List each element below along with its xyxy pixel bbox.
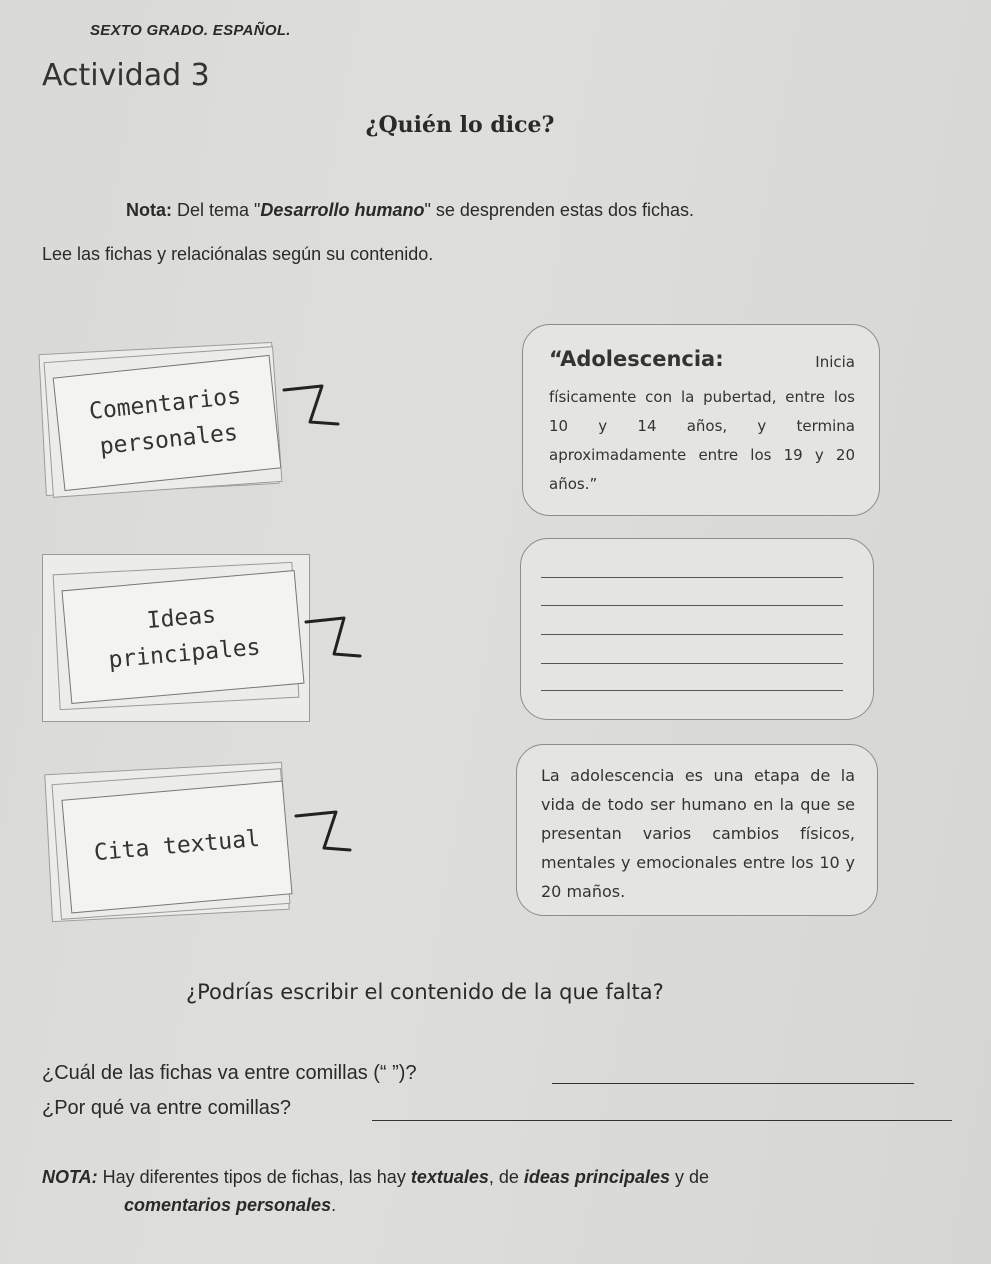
blank-line[interactable] bbox=[541, 634, 843, 635]
card-cita-textual bbox=[40, 764, 296, 924]
quote-box bbox=[522, 324, 880, 516]
quote-heading: “Adolescencia: bbox=[549, 347, 724, 371]
topic-note bbox=[126, 200, 694, 221]
answer-line-2[interactable] bbox=[372, 1120, 952, 1121]
final-note-label: NOTA: bbox=[42, 1167, 98, 1187]
summary-text: La adolescencia es una etapa de la vida de todo ser humano en la que se presentan varios cambios físicos, mentales y emocionales entre los 10 y 20 maños. bbox=[541, 766, 855, 901]
final-note-text: Hay diferentes tipos de fichas, las hay bbox=[97, 1167, 411, 1187]
quote-body: físicamente con la pubertad, entre los 10 y 14 años, y termina aproximadamente entre los 19 y 20 años.” bbox=[549, 388, 855, 493]
final-note-text: , de bbox=[488, 1167, 524, 1187]
card-label-line2: personales bbox=[98, 419, 239, 461]
final-note-text: y de bbox=[669, 1167, 710, 1187]
connector-bracket bbox=[290, 806, 360, 856]
connector-bracket bbox=[300, 612, 370, 662]
card-label-line1: Ideas bbox=[145, 602, 217, 635]
card-ideas-principales bbox=[42, 554, 310, 722]
summary-box bbox=[516, 744, 878, 916]
grade-header: SEXTO GRADO. ESPAÑOL. bbox=[90, 22, 291, 39]
note-label: Nota: bbox=[126, 200, 172, 220]
final-note-text: . bbox=[331, 1194, 337, 1215]
note-pre: Del tema " bbox=[172, 200, 261, 220]
card-front bbox=[53, 355, 282, 491]
blank-line[interactable] bbox=[541, 577, 843, 578]
card-comentarios-personales bbox=[36, 344, 286, 496]
card-front bbox=[61, 570, 304, 704]
activity-title: Actividad 3 bbox=[42, 58, 210, 93]
question-1: ¿Cuál de las fichas va entre comillas (“ ”)? bbox=[42, 1062, 417, 1084]
card-label-line1: Cita textual bbox=[93, 825, 261, 867]
final-note-bold: textuales bbox=[410, 1167, 489, 1187]
final-note-bold: comentarios personales bbox=[124, 1194, 332, 1215]
quote-first-word: Inicia bbox=[815, 353, 855, 371]
page-title: ¿Quién lo dice? bbox=[365, 112, 555, 138]
card-label-line2: principales bbox=[107, 634, 262, 674]
card-label-line1: Comentarios bbox=[87, 383, 243, 426]
note-topic: Desarrollo humano bbox=[260, 200, 425, 220]
note-post: " se desprenden estas dos fichas. bbox=[424, 200, 695, 220]
blank-line[interactable] bbox=[541, 663, 843, 664]
prompt-question: ¿Podrías escribir el contenido de la que falta? bbox=[186, 980, 664, 1004]
final-note-bold: ideas principales bbox=[523, 1167, 670, 1187]
blank-box bbox=[520, 538, 874, 720]
question-2: ¿Por qué va entre comillas? bbox=[42, 1097, 292, 1119]
answer-line-1[interactable] bbox=[552, 1083, 914, 1084]
final-note bbox=[42, 1164, 882, 1220]
card-front bbox=[61, 781, 292, 914]
blank-line[interactable] bbox=[541, 605, 843, 606]
instruction: Lee las fichas y relaciónalas según su contenido. bbox=[42, 244, 434, 264]
connector-bracket bbox=[280, 382, 350, 432]
blank-line[interactable] bbox=[541, 690, 843, 691]
